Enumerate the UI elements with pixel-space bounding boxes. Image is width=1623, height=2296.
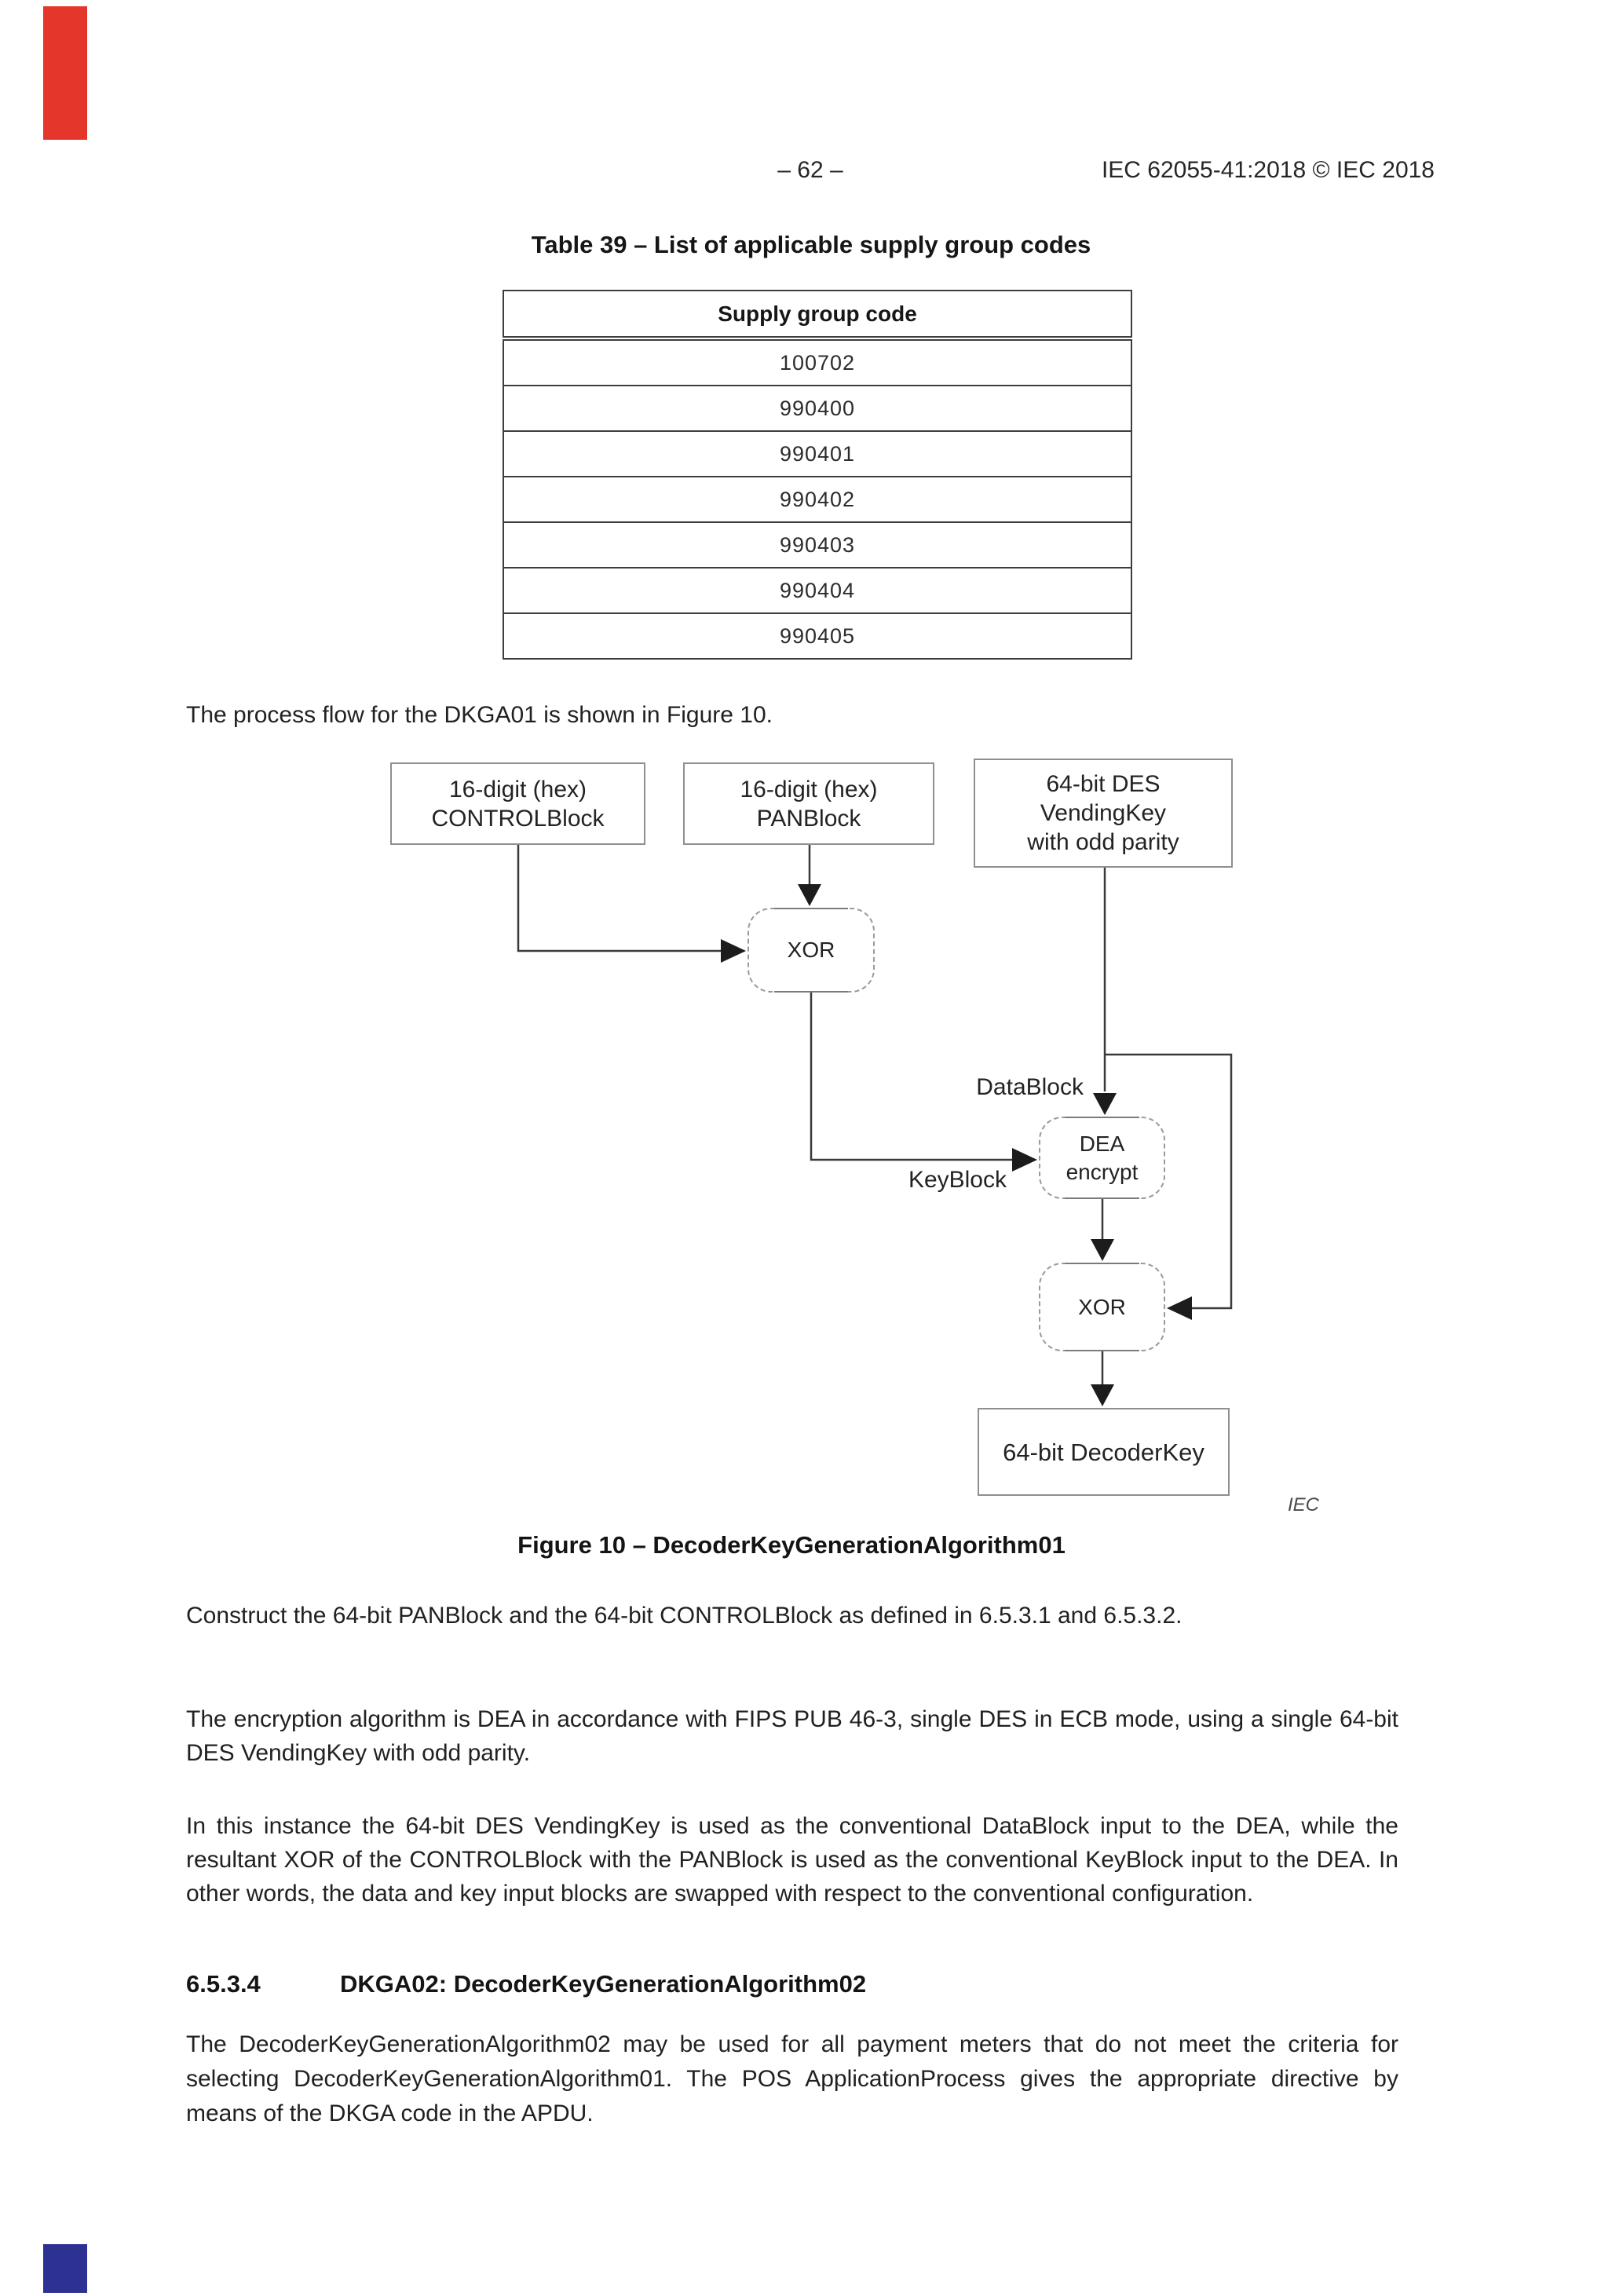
arrowhead-into-xor2-top: [1091, 1239, 1114, 1261]
table-cell: 100702: [503, 338, 1131, 386]
xor2-node: [1039, 1263, 1165, 1351]
vendingkey-line3: with odd parity: [1027, 829, 1179, 855]
paragraph-encryption: The encryption algorithm is DEA in accordance with FIPS PUB 46-3, single DES in ECB mode, using a single 64-bit DES VendingKey with odd parity.: [186, 1706, 1398, 1766]
xor1-label: XOR: [787, 938, 835, 962]
dea-line2: encrypt: [1066, 1159, 1139, 1184]
arrowhead-into-xor2-right: [1167, 1296, 1192, 1320]
arrowhead-into-dea-left: [1012, 1148, 1037, 1172]
table-cell: 990402: [503, 477, 1131, 522]
table-cell: 990404: [503, 568, 1131, 613]
paragraph-construct: Construct the 64-bit PANBlock and the 64-bit CONTROLBlock as defined in 6.5.3.1 and 6.5.3.2.: [186, 1603, 1183, 1629]
controlblock-node: [390, 762, 645, 845]
iec-credit: IEC: [1287, 1494, 1319, 1515]
table-row: [503, 338, 1131, 386]
panblock-node: [683, 762, 934, 845]
controlblock-line1: 16-digit (hex): [448, 776, 587, 803]
dea-encrypt-node: [1039, 1117, 1165, 1199]
table-row: [503, 477, 1131, 522]
panblock-line1: 16-digit (hex): [740, 776, 878, 803]
document-reference: IEC 62055-41:2018 © IEC 2018: [1101, 157, 1435, 183]
paragraph-dkga02: The DecoderKeyGenerationAlgorithm02 may be used for all payment meters that do not meet the criteria for selecting DecoderKeyGenerationAlgorithm01. The POS ApplicationProcess gives the appropriate directive by means of the DKGA code in the APDU.: [186, 2031, 1398, 2126]
table-cell: 990403: [503, 522, 1131, 568]
arrowhead-into-xor1-left: [721, 939, 746, 963]
decoderkey-label: 64-bit DecoderKey: [1003, 1438, 1204, 1466]
section-title: DKGA02: DecoderKeyGenerationAlgorithm02: [340, 1970, 867, 1998]
paragraph-instance: In this instance the 64-bit DES VendingKey is used as the conventional DataBlock input to the DEA, while the resultant XOR of the CONTROLBlock with the PANBlock is used as the conventional KeyBlock input to the DEA. In other words, the data and key input blocks are swapped with respect to the conventional configuration.: [186, 1813, 1398, 1907]
table-row: [503, 568, 1131, 613]
xor1-node: [748, 908, 875, 993]
keyblock-edge-label: KeyBlock: [908, 1167, 1007, 1193]
intro-paragraph: The process flow for the DKGA01 is shown in Figure 10.: [186, 702, 773, 728]
arrowhead-into-dea-top: [1093, 1093, 1117, 1115]
figure-caption: Figure 10 – DecoderKeyGenerationAlgorithm01: [517, 1531, 1066, 1559]
section-number: 6.5.3.4: [186, 1970, 261, 1998]
vendingkey-node: [974, 759, 1233, 868]
scan-mark-blue: [43, 2244, 87, 2293]
scan-mark-red: [43, 6, 87, 140]
table-column-header: Supply group code: [503, 291, 1131, 338]
table-cell: 990400: [503, 386, 1131, 431]
table-row: [503, 613, 1131, 659]
arrowhead-into-xor1-top: [798, 884, 821, 906]
table-cell: 990405: [503, 613, 1131, 659]
xor2-label: XOR: [1078, 1294, 1126, 1319]
connector-controlblock-to-xor1: [518, 845, 721, 951]
table-cell: 990401: [503, 431, 1131, 477]
page-header: [186, 157, 1435, 188]
page-number: – 62 –: [777, 157, 843, 183]
arrowhead-into-decoderkey-top: [1091, 1384, 1114, 1406]
panblock-line2: PANBlock: [756, 805, 861, 832]
decoderkey-node: [978, 1408, 1230, 1496]
controlblock-line2: CONTROLBlock: [431, 805, 605, 832]
vendingkey-line2: VendingKey: [1040, 800, 1167, 826]
datablock-edge-label: DataBlock: [976, 1074, 1084, 1100]
table-row: [503, 386, 1131, 431]
table-row: [503, 522, 1131, 568]
table-row: [503, 431, 1131, 477]
vendingkey-line1: 64-bit DES: [1046, 771, 1161, 797]
table-header-row: [503, 291, 1131, 338]
table-title: Table 39 – List of applicable supply group codes: [531, 231, 1091, 258]
supply-group-code-table: [503, 290, 1132, 660]
dea-line1: DEA: [1079, 1131, 1125, 1156]
section-heading: [186, 1967, 1398, 2001]
